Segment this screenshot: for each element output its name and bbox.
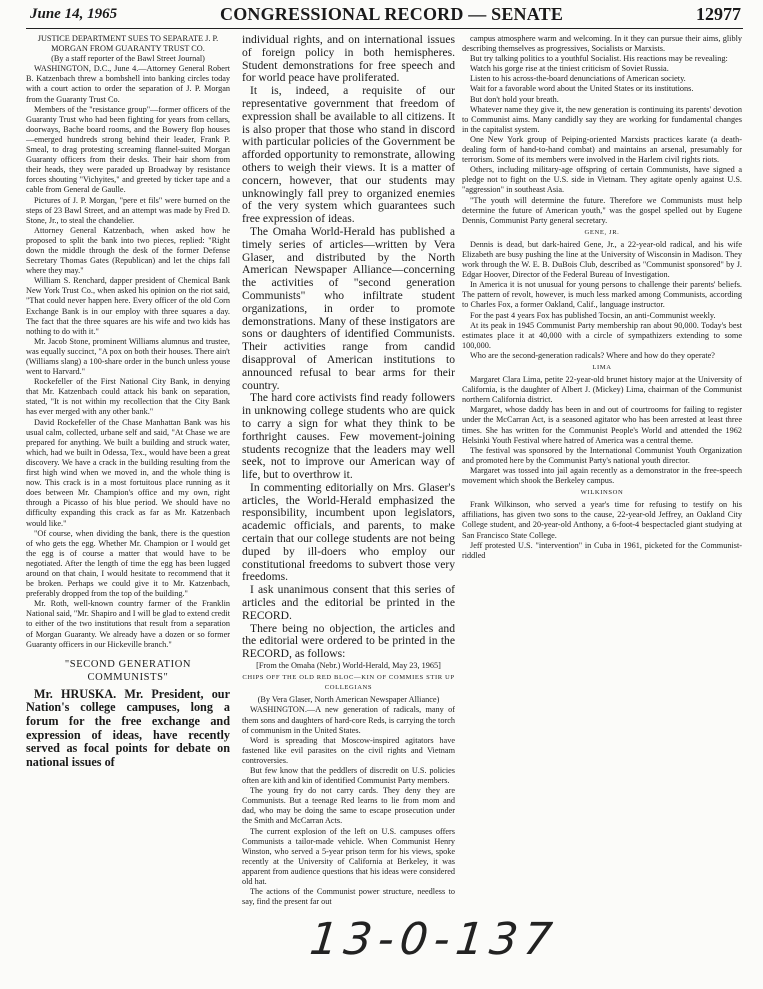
header-title: CONGRESSIONAL RECORD — SENATE [220,4,564,24]
paragraph: Members of the "resistance group"—former officers of the Guaranty Trust who had been fighting for years from cellars, doorways, Bache board rooms, and the Bowery flop houses—emerged hundreds strong behind their leader, Frank P. Smeal, to drag protesting screaming flannel-suited Morgan Guaranty officers from their desks. Their hair shorn from their heads, they were paraded up Broadway by resistance forces shouting "Vichyites," and greeted by ticker tape and a cable from General de Gaulle. [26,104,230,195]
subheading: WILKINSON [580,489,624,497]
header-page-number: 12977 [696,4,741,24]
page-header [30,4,741,34]
paragraph: At its peak in 1945 Communist Party membership ran about 90,000. Today's best estimates place it at 40,000 with a circle of sympathizers extending to some 100,000. [462,320,742,350]
paragraph: Margaret Clara Lima, petite 22-year-old brunet history major at the University of California, is the daughter of Albert J. (Mickey) Lima, chairman of the Communist northern California district. [462,375,742,405]
paragraph: Rockefeller of the First National City Bank, in denying that Mr. Katzenbach could attack his bank on separation, stated, "It is not within my recollection that the City Bank has ever merged with any other bank." [26,377,230,417]
paragraph: The young fry do not carry cards. They deny they are Communists. But a teenage Red learns to lie from mom and dad, who may be doing the same to escape prosecution under the Smith and McCarran Acts. [242,786,455,826]
paragraph: "The youth will determine the future. Therefore we Communists must help determine the future of American youth," was the gospel spelled out by Eugene Dennis, Communist Party general secretary. [462,195,742,225]
subheading: LIMA [592,364,612,371]
article-headline: JUSTICE DEPARTMENT SUES TO SEPARATE J. P. MORGAN FROM GUARANTY TRUST CO. [37,34,219,54]
paragraph: WASHINGTON.—A new generation of radicals, many of them sons and daughters of hard-core Reds, is carrying the torch of communism in the United States. [242,705,455,735]
paragraph: The hard core activists find ready followers in unknowing college students who are quick to carry a sign for what they think to be forthright causes. Few movement-joining students recognize that the leaders may well seek, not to improve our American way of life, but to overthrow it. [242,391,455,482]
paragraph: Dennis is dead, but dark-haired Gene, Jr., a 22-year-old radical, and his wife Elizabeth are busy pushing the line at the University of Wisconsin in Madison. They work through the W. E. B. DuBois Club, described as "Communist sponsored" by J. Edgar Hoover, Director of the Federal Bureau of Investigation. [462,239,742,280]
subheading: CHIPS OFF THE OLD RED BLOC—KIN OF COMMIES STIR UP COLLEGIANS [242,674,455,692]
handwritten-annotation: 13-0-137 [307,914,561,965]
paragraph: Mr. Roth, well-known country farmer of the Franklin National said, "Mr. Shapiro and I will be glad to extend credit to either of the two institutions that result from a separation of Morgan Guaranty. We already have a dozen or so former Guaranty officers in our Hickeville branch." [26,599,230,649]
paragraph: There being no objection, the articles and the editorial were ordered to be printed in the RECORD, as follows: [242,621,455,661]
paragraph: Others, including military-age offspring of certain Communists, have signed a pledge not to fight on the U.S. side in Vietnam. They agitate openly against U.S. "aggression" in southeast Asia. [462,165,742,195]
paragraph: individual rights, and on international issues of foreign policy in both hemispheres. Student demonstrations for free speech and for world peace have proliferated. [242,34,455,85]
paragraph: Margaret was tossed into jail again recently as a demonstrator in the free-speech movement which shook the Berkeley campus. [462,465,742,486]
paragraph: In commenting editorially on Mrs. Glaser's articles, the World-Herald emphasized the responsibility, incumbent upon legislators, academic officials, and parents, to make certain that our college students are not being duped by ill-doers who employ our constitutional freedoms to subvert those very freedoms. [242,480,455,584]
subheading: GENE, JR. [584,228,620,236]
paragraph: Whatever name they give it, the new generation is continuing its parents' devotion to Communist aims. Many candidly say they are working for fundamental changes in the capitalist system. [462,104,742,134]
paragraph: Pictures of J. P. Morgan, "pere et fils" were burned on the steps of 23 Bawl Street, and an attempt was made by Fred D. Stone, Jr., to steal the chandelier. [26,195,230,225]
paragraph: Who are the second-generation radicals? Where and how do they operate? [470,350,715,360]
paragraph: (By a staff reporter of the Bawl Street Journal) [51,54,205,64]
header-rule [26,28,743,29]
paragraph: I ask unanimous consent that this series of articles and the editorial be printed in the RECORD. [242,583,455,622]
paragraph: But few know that the peddlers of discredit on U.S. policies often are kith and kin of identified Communist Party members. [242,765,455,786]
section-heading: "SECOND GENERATION COMMUNISTS" [64,658,192,683]
column-right [462,34,742,946]
paragraph: Listen to his across-the-board denunciations of American society. [470,74,686,84]
paragraph: Word is spreading that Moscow-inspired agitators have fastened like evil parasites on the civil rights and Vietnam controversies. [242,735,455,765]
paragraph: The Omaha World-Herald has published a timely series of articles—written by Vera Glaser, and distributed by the North American Newspaper Alliance—concerning the activities of "second generation Communists" who infiltrate student organizations, in order to promote demonstrations. Many of these instigators are sons or daughters of identified Communists. Their activities range from candid disapproval of American institutions to announced refusal to bear arms for their country. [242,224,455,392]
column-left [26,34,230,946]
paragraph: David Rockefeller of the Chase Manhattan Bank was his usual calm, collected, urbane self and said, "At Chase we are prepared for anything. We built a building and struck water, which, had we built in Odessa, Tex., would have been a great discovery. We have a crack in the building resulting from the first high wind when we moved in, and the whole thing is now. This crack is in a most fortuitous place running as it does between Mr. Champion's office and my own, right through a Picasso of his blue period. We should have no difficulty expanding this crack as far as Mr. Katzenbach would like." [26,417,230,528]
paragraph: campus atmosphere warm and welcoming. In it they can pursue their aims, glibly describing themselves as progressives, Socialists or Marxists. [462,34,742,54]
paragraph: Margaret, whose daddy has been in and out of courtrooms for failing to register under the McCarran Act, is a seasoned agitator who has been arrested at least three times. She has written for the Communist People's World and attended the 1962 Helsinki Youth Festival where hatred of America was a central theme. [462,405,742,445]
paragraph: [From the Omaha (Nebr.) World-Herald, May 23, 1965] [256,661,441,671]
paragraph: It is, indeed, a requisite of our representative government that freedom of expression shall be available to all citizens. It is also proper that those who stand in discord with particular policies of the Government be afforded opportunity to remonstrate, allowing others to weigh their views. It is a matter of concern, however, that our students may unknowingly fall prey to organized enemies of the very system which guarantees such free expression of ideas. [242,84,455,226]
paragraph: In America it is not unusual for young persons to challenge their parents' beliefs. The pattern of revolt, however, is much less marked among Communists, according to Charles Fox, a former Oakland, Calif., language instructor. [462,280,742,310]
paragraph: The current explosion of the left on U.S. campuses offers Communists a tailor-made vehicle. When Communist Henry Winston, who served a 5-year prison term for his views, spoke recently at the University of California at Berkeley, it was apparent from audience questions that his ideas were considered old hat. [242,826,455,887]
paragraph: William S. Renchard, dapper president of Chemical Bank New York Trust Co., when asked his opinion on the riot said, "That could never happen here. Every officer of the old Corn Exchange Bank is in our employ with three squares a day. The fact that the three squares are his wife and two kids has nothing to do with it." [26,276,230,336]
column-middle [242,34,455,946]
paragraph: "Of course, when dividing the bank, there is the question of who gets the egg. Whether Mr. Champion or I would get the egg is of course a matter that would have to be negotiated. After the length of time the egg has been lugged around on that chain, I would hesitate to recommend that it be broken. Perhaps we could give it to Mr. Katzenbach, preferably dropped from the top of the building." [26,528,230,599]
paragraph: Attorney General Katzenbach, when asked how he proposed to split the bank into two pieces, replied: "Right down the middle through the desk of the former Defense Secretary Thomas Gates (Republican) and let the chips fall where they may." [26,225,230,276]
paragraph: Mr. HRUSKA. Mr. President, our Nation's college campuses, long a forum for the free exchange and expression of ideas, have recently served as focal points for debate on national issues of [26,686,230,769]
paragraph: Jeff protested U.S. "intervention" in Cuba in 1961, picketed for the Communist-riddled [462,540,742,560]
header-date: June 14, 1965 [30,6,118,22]
paragraph: But try talking politics to a youthful Socialist. His reactions may be revealing: [470,54,728,64]
paragraph: The actions of the Communist power structure, needless to say, find the present far out [242,887,455,907]
paragraph: Wait for a favorable word about the United States or its institutions. [470,84,694,94]
paragraph: The festival was sponsored by the International Communist Youth Organization and promoted here by the Communist Party's national youth director. [462,445,742,465]
paragraph: For the past 4 years Fox has published Tocsin, an anti-Communist weekly. [470,310,716,320]
paragraph: But don't hold your breath. [470,94,559,104]
paragraph: Frank Wilkinson, who served a year's time for refusing to testify on his affiliations, has given two sons to the cause, 22-year-old Jeffrey, an Oakland City College student, and 20-year-old Anthony, a 6-foot-4 bespectacled giant studying at San Francisco State College. [462,500,742,540]
paragraph: (By Vera Glaser, North American Newspaper Alliance) [257,695,440,705]
paragraph: Watch his gorge rise at the tiniest criticism of Soviet Russia. [470,64,669,74]
paragraph: WASHINGTON, D.C., June 4.—Attorney General Robert B. Katzenbach threw a bombshell into banking circles today with a court action to order the separation of J. P. Morgan from the Guaranty Trust Co. [26,64,230,104]
paragraph: One New York group of Peiping-oriented Marxists practices karate (a death-dealing form of hand-to-hand combat) and maintains an arsenal, presumably for terrorism. Some of its members were involved in the Harlem civil rights riots. [462,134,742,165]
paragraph: Mr. Jacob Stone, prominent Williams alumnus and trustee, was equally succinct, "A pox on both their houses. There ain't (Williams slang) a 100-share order in the bunch unless youse went to Harvard." [26,336,230,377]
